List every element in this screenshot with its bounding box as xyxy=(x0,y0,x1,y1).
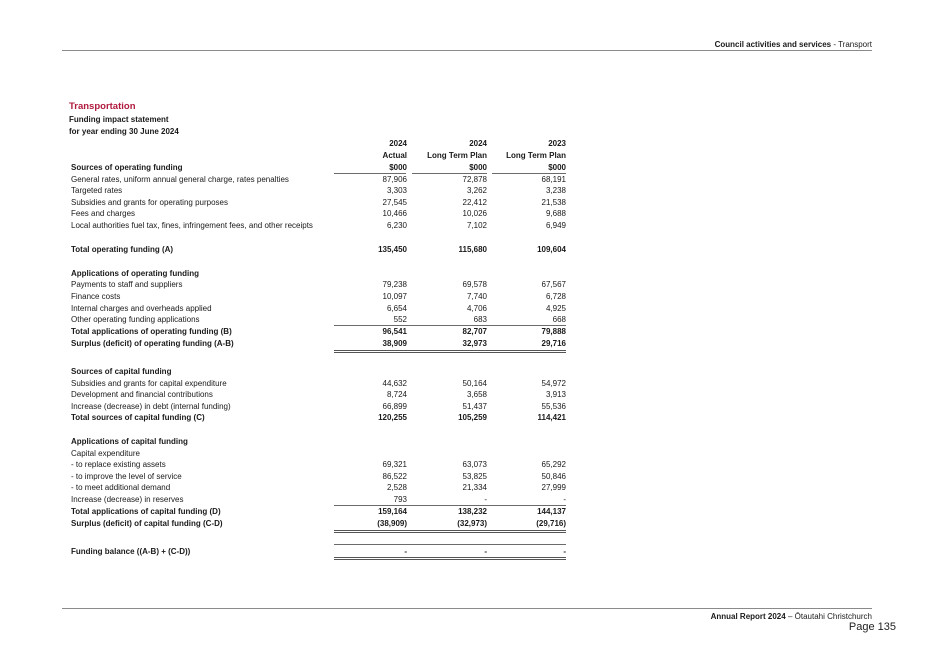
cell-ltp-2023: 29,716 xyxy=(541,339,566,348)
row-label: Applications of operating funding xyxy=(71,269,199,278)
row-label: Sources of capital funding xyxy=(71,367,172,376)
table-row xyxy=(71,208,566,219)
table-row-total xyxy=(71,338,566,349)
table-row xyxy=(71,482,566,493)
table-row xyxy=(71,185,566,196)
row-label: Local authorities fuel tax, fines, infringement fees, and other receipts xyxy=(71,221,313,230)
footer-rule xyxy=(62,608,872,609)
cell-actual-2024: 79,238 xyxy=(382,280,407,289)
row-label: Applications of capital funding xyxy=(71,437,188,446)
header-section: Council activities and services xyxy=(714,40,832,49)
row-label: - to improve the level of service xyxy=(71,472,182,481)
cell-ltp-2023: 21,538 xyxy=(541,198,566,207)
column-unit: $000 xyxy=(548,163,566,172)
cell-ltp-2024: 115,680 xyxy=(458,245,487,254)
table-row-total xyxy=(71,518,566,529)
cell-ltp-2023: 68,191 xyxy=(541,175,566,184)
section-heading-sources-capital xyxy=(71,366,566,377)
cell-actual-2024: 27,545 xyxy=(382,198,407,207)
cell-ltp-2024: 683 xyxy=(473,315,487,324)
cell-actual-2024: 87,906 xyxy=(382,175,407,184)
cell-ltp-2023: 109,604 xyxy=(537,245,566,254)
table-row xyxy=(71,448,566,459)
row-label: Subsidies and grants for capital expenditure xyxy=(71,379,227,388)
cell-ltp-2023: 55,536 xyxy=(541,402,566,411)
row-label: Fees and charges xyxy=(71,209,136,218)
cell-actual-2024: 135,450 xyxy=(378,245,407,254)
cell-ltp-2023: 6,728 xyxy=(545,292,566,301)
footer-report: Annual Report 2024 xyxy=(710,612,786,621)
row-label: Capital expenditure xyxy=(71,449,140,458)
row-label: Increase (decrease) in debt (internal funding) xyxy=(71,402,231,411)
cell-ltp-2024: 4,706 xyxy=(466,304,487,313)
row-label: Sources of operating funding xyxy=(71,163,183,172)
balance-top-rule xyxy=(334,544,566,545)
cell-ltp-2024: 72,878 xyxy=(462,175,487,184)
cell-ltp-2023: 114,421 xyxy=(537,413,566,422)
cell-ltp-2024: 3,658 xyxy=(466,390,487,399)
cell-ltp-2024: - xyxy=(484,547,487,556)
cell-actual-2024: - xyxy=(404,547,407,556)
cell-ltp-2024: 10,026 xyxy=(462,209,487,218)
row-label: Increase (decrease) in reserves xyxy=(71,495,184,504)
table-row xyxy=(71,303,566,314)
header-topic: Transport xyxy=(838,40,872,49)
table-row xyxy=(71,314,566,325)
cell-actual-2024: 793 xyxy=(393,495,407,504)
cell-actual-2024: 3,303 xyxy=(386,186,407,195)
page-title: Transportation xyxy=(69,101,136,112)
cell-ltp-2024: 7,102 xyxy=(466,221,487,230)
cell-ltp-2024: 69,578 xyxy=(462,280,487,289)
section-heading-sources-operating xyxy=(71,162,566,173)
cell-ltp-2023: 79,888 xyxy=(541,327,566,336)
table-row-total xyxy=(71,506,566,517)
table-row xyxy=(71,291,566,302)
cell-actual-2024: 6,230 xyxy=(386,221,407,230)
column-unit: $000 xyxy=(389,163,407,172)
cell-actual-2024: 8,724 xyxy=(386,390,407,399)
table-row xyxy=(71,471,566,482)
cell-ltp-2023: - xyxy=(563,547,566,556)
cell-actual-2024: 10,466 xyxy=(382,209,407,218)
cell-ltp-2024: 50,164 xyxy=(462,379,487,388)
row-label: Surplus (deficit) of capital funding (C-D) xyxy=(71,519,223,528)
header-rule xyxy=(62,50,872,51)
double-rule xyxy=(334,350,566,353)
row-label: Total applications of operating funding (B) xyxy=(71,327,232,336)
cell-ltp-2024: 63,073 xyxy=(462,460,487,469)
row-label: Funding balance ((A-B) + (C-D)) xyxy=(71,547,191,556)
statement-period: for year ending 30 June 2024 xyxy=(69,127,179,136)
row-label: - to replace existing assets xyxy=(71,460,166,469)
table-row xyxy=(71,378,566,389)
page-number: Page 135 xyxy=(848,621,896,633)
table-row-total xyxy=(71,326,566,337)
footer-place: Ōtautahi Christchurch xyxy=(794,612,872,621)
row-label: Payments to staff and suppliers xyxy=(71,280,183,289)
cell-ltp-2023: 50,846 xyxy=(541,472,566,481)
cell-ltp-2023: 65,292 xyxy=(541,460,566,469)
cell-ltp-2024: 105,259 xyxy=(458,413,487,422)
table-row xyxy=(71,174,566,185)
table-row xyxy=(71,389,566,400)
row-label: Development and financial contributions xyxy=(71,390,213,399)
cell-actual-2024: 10,097 xyxy=(382,292,407,301)
table-row-total xyxy=(71,244,566,255)
cell-actual-2024: 66,899 xyxy=(382,402,407,411)
running-footer xyxy=(711,612,872,621)
cell-ltp-2023: 3,238 xyxy=(545,186,566,195)
cell-actual-2024: 159,164 xyxy=(378,507,407,516)
cell-actual-2024: (38,909) xyxy=(377,519,407,528)
row-label: Subsidies and grants for operating purposes xyxy=(71,198,228,207)
row-label: Other operating funding applications xyxy=(71,315,200,324)
cell-ltp-2024: 51,437 xyxy=(462,402,487,411)
cell-ltp-2024: (32,973) xyxy=(457,519,487,528)
table-row xyxy=(71,197,566,208)
column-type: Long Term Plan xyxy=(506,151,566,160)
table-row xyxy=(71,401,566,412)
cell-actual-2024: 120,255 xyxy=(378,413,407,422)
column-unit: $000 xyxy=(469,163,487,172)
cell-ltp-2024: 32,973 xyxy=(462,339,487,348)
cell-actual-2024: 69,321 xyxy=(382,460,407,469)
cell-actual-2024: 6,654 xyxy=(386,304,407,313)
row-label: Targeted rates xyxy=(71,186,123,195)
footer-separator: – xyxy=(785,612,795,621)
cell-actual-2024: 552 xyxy=(393,315,407,324)
header-separator: - xyxy=(831,40,839,49)
cell-ltp-2023: 54,972 xyxy=(541,379,566,388)
cell-actual-2024: 38,909 xyxy=(382,339,407,348)
double-rule xyxy=(334,530,566,533)
double-rule xyxy=(334,557,566,560)
cell-actual-2024: 2,528 xyxy=(386,483,407,492)
column-year: 2024 xyxy=(469,139,487,148)
cell-ltp-2023: 4,925 xyxy=(545,304,566,313)
row-label: Total operating funding (A) xyxy=(71,245,174,254)
cell-ltp-2023: 27,999 xyxy=(541,483,566,492)
row-label: Total sources of capital funding (C) xyxy=(71,413,205,422)
table-row xyxy=(71,220,566,231)
row-label: Finance costs xyxy=(71,292,121,301)
table-row-total xyxy=(71,412,566,423)
cell-actual-2024: 96,541 xyxy=(382,327,407,336)
cell-ltp-2024: 138,232 xyxy=(458,507,487,516)
table-row xyxy=(71,494,566,505)
cell-ltp-2023: - xyxy=(563,495,566,504)
cell-ltp-2024: 82,707 xyxy=(462,327,487,336)
column-type: Long Term Plan xyxy=(427,151,487,160)
statement-title: Funding impact statement xyxy=(69,115,169,124)
table-row xyxy=(71,279,566,290)
cell-ltp-2024: - xyxy=(484,495,487,504)
cell-ltp-2023: 668 xyxy=(552,315,566,324)
row-label: Internal charges and overheads applied xyxy=(71,304,212,313)
column-type: Actual xyxy=(382,151,407,160)
table-row-balance xyxy=(71,546,566,557)
table-row xyxy=(71,459,566,470)
running-header xyxy=(715,40,872,49)
row-label: General rates, uniform annual general charge, rates penalties xyxy=(71,175,289,184)
cell-ltp-2023: 67,567 xyxy=(541,280,566,289)
row-label: Total applications of capital funding (D) xyxy=(71,507,221,516)
cell-ltp-2023: 9,688 xyxy=(545,209,566,218)
cell-ltp-2024: 7,740 xyxy=(466,292,487,301)
cell-ltp-2023: (29,716) xyxy=(536,519,566,528)
column-year: 2023 xyxy=(548,139,566,148)
cell-actual-2024: 86,522 xyxy=(382,472,407,481)
cell-ltp-2023: 6,949 xyxy=(545,221,566,230)
cell-ltp-2024: 21,334 xyxy=(462,483,487,492)
row-label: - to meet additional demand xyxy=(71,483,171,492)
section-heading-applications-operating xyxy=(71,268,566,279)
row-label: Surplus (deficit) of operating funding (A-B) xyxy=(71,339,234,348)
cell-ltp-2023: 3,913 xyxy=(545,390,566,399)
cell-ltp-2024: 22,412 xyxy=(462,198,487,207)
cell-ltp-2023: 144,137 xyxy=(537,507,566,516)
cell-actual-2024: 44,632 xyxy=(382,379,407,388)
column-year: 2024 xyxy=(389,139,407,148)
section-heading-applications-capital xyxy=(71,436,566,447)
cell-ltp-2024: 3,262 xyxy=(466,186,487,195)
cell-ltp-2024: 53,825 xyxy=(462,472,487,481)
